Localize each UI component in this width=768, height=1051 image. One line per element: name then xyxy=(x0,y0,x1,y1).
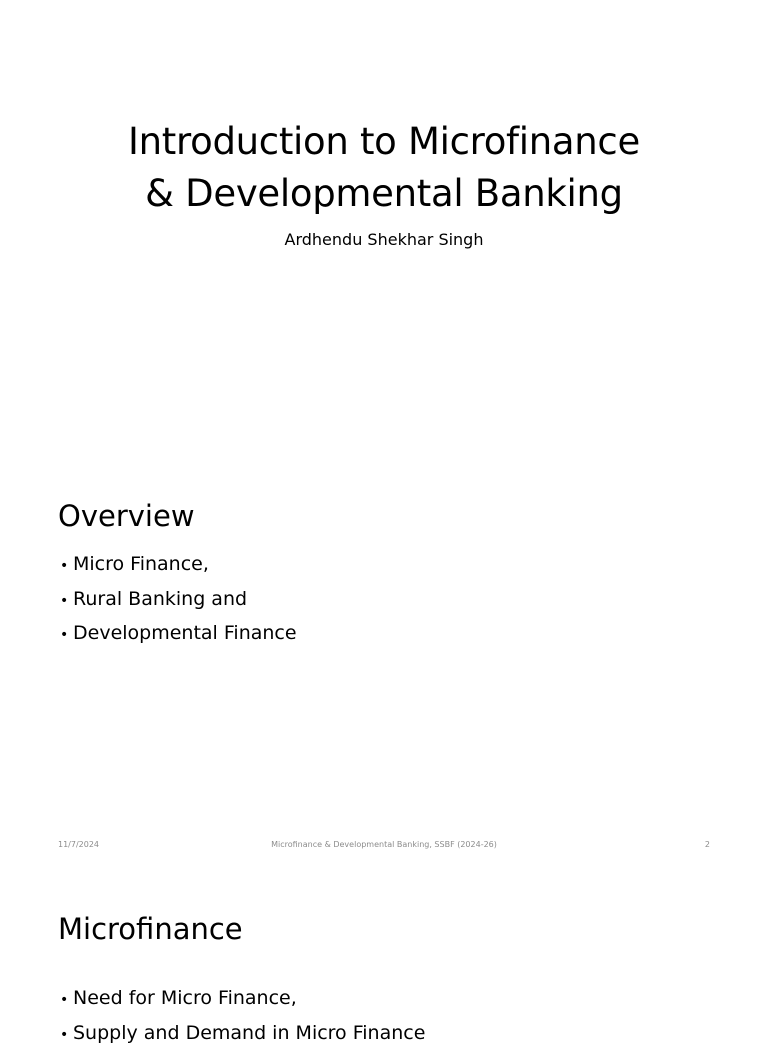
microfinance-slide xyxy=(0,864,768,1024)
bullet-icon: • xyxy=(60,984,73,1017)
footer-date: 11/7/2024 xyxy=(58,840,99,850)
list-item-text: Need for Micro Finance, xyxy=(73,982,297,1015)
slide-title: Overview xyxy=(58,498,195,534)
list-item xyxy=(60,982,425,1017)
title-slide xyxy=(0,0,768,432)
list-item xyxy=(60,617,297,652)
bullet-icon: • xyxy=(60,619,73,652)
list-item-text: Developmental Finance xyxy=(73,617,297,650)
bullet-list xyxy=(60,982,425,1051)
presentation-title xyxy=(40,116,728,220)
list-item xyxy=(60,548,297,583)
bullet-icon: • xyxy=(60,550,73,583)
list-item xyxy=(60,1017,425,1051)
bullet-icon: • xyxy=(60,585,73,618)
list-item-text: Micro Finance, xyxy=(73,548,209,581)
footer-course-title: Microfinance & Developmental Banking, SSBF (2024-26) xyxy=(0,840,768,850)
slide-title: Microfinance xyxy=(58,911,243,947)
slide-number: 2 xyxy=(700,840,710,850)
bullet-list xyxy=(60,548,297,652)
list-item-text: Supply and Demand in Micro Finance xyxy=(73,1017,425,1050)
bullet-icon: • xyxy=(60,1019,73,1051)
list-item-text: Rural Banking and xyxy=(73,583,247,616)
title-line-2: & Developmental Banking xyxy=(40,168,728,220)
author-name: Ardhendu Shekhar Singh xyxy=(0,229,768,251)
title-line-1: Introduction to Microfinance xyxy=(40,116,728,168)
overview-slide xyxy=(0,432,768,864)
list-item xyxy=(60,583,297,618)
